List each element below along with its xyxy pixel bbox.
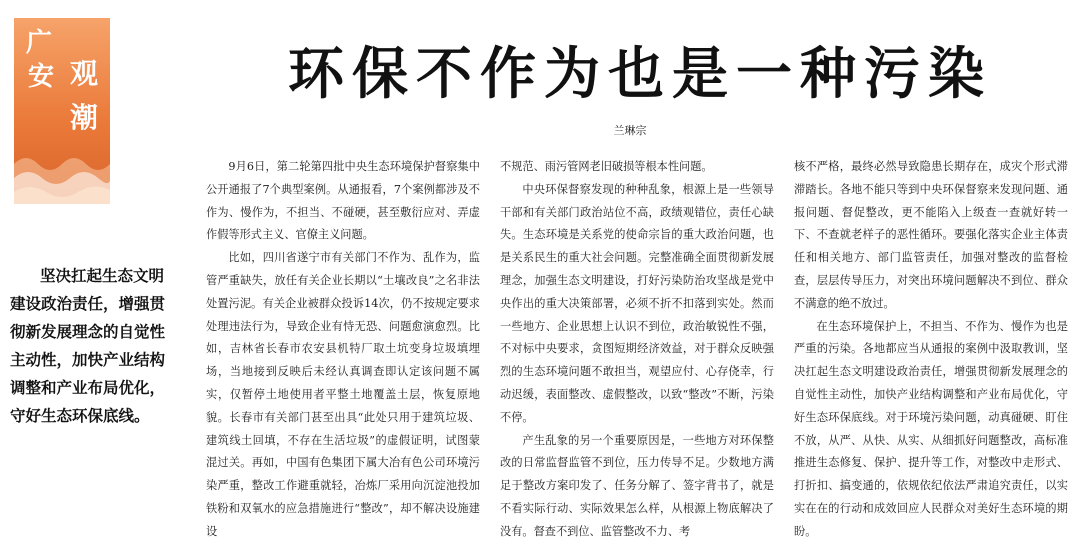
paragraph: 核不严格，最终必然导致隐患长期存在，成灾个形式滞滞踏长。各地不能只等到中央环保督察来发现问题、通报问题、督促整改，更不能陷入上级查一查就好转一下、不查就老样子的恶性循环。要强化落实企业主体责任和相关地方、部门监管责任，加强对整改的监督检查，层层传导压力，对突出环境问题解决不到位、群众不满意的绝不放过。	[794, 160, 1068, 310]
paragraph: 不规范、雨污管网老旧破损等根本性问题。	[500, 160, 713, 173]
article-column-1	[206, 156, 480, 538]
paragraph: 中央环保督察发现的种种乱象，根源上是一些领导干部和有关部门政治站位不高，政绩观错位，责任心缺失。生态环境是关系党的使命宗旨的重大政治问题，也是关系民生的重大社会问题。完整准确全面贯彻新发展理念，加强生态文明建设，打好污染防治攻坚战是党中央作出的重大决策部署，必须不折不扣落到实处。然而一些地方、企业思想上认识不到位，政治敏锐性不强，不对标中央要求，贪图短期经济效益，对于群众反映强烈的生态环境问题不敢担当，观望应付、心存侥幸，行动迟缓，表面整改、虚假整改，以致“整改”不断，污染不停。	[500, 182, 774, 424]
wave-decoration-icon	[14, 134, 110, 204]
logo-char-guan: 观	[70, 57, 99, 90]
article-headline: 环保不作为也是一种污染	[288, 41, 992, 107]
paragraph: 在生态环境保护上，不担当、不作为、慢作为也是严重的污染。各地都应当从通报的案例中汲取教训，坚决扛起生态文明建设政治责任，增强贯彻新发展理念的自觉性主动性，加快产业结构调整和产业布局优化，守好生态环保底线。对于环境污染问题，动真碰硬、盯住不放，从严、从快、从实、从细抓好问题整改，高标准推进生态修复、保护、提升等工作，对整改中走形式、打折扣、搞变通的，依规依纪依法严肃追究责任，以实实在在的行动和成效回应人民群众对美好生态环境的期盼。	[794, 319, 1068, 538]
paragraph: 产生乱象的另一个重要原因是，一些地方对环保整改的日常监督监管不到位，压力传导不足。少数地方满足于整改方案印发了、任务分解了、签字背书了，就是不看实际行动、实际效果怎么样，从根源上物底解决了没有。督查不到位、监管整改不力、考	[500, 433, 774, 538]
article-byline: 兰琳宗	[613, 124, 647, 137]
article-body	[206, 156, 1068, 538]
paragraph: 比如，四川省遂宁市有关部门不作为、乱作为，监管严重缺失，放任有关企业长期以“土壤改良”之名非法处置污泥。有关企业被群众投诉14次，仍不按规定要求处理违法行为，导致企业有恃无恐、问题愈演愈烈。比如，吉林省长春市农安县机特厂取土坑变身垃圾填埋场，当地接到反映后未经认真调查即认定该问题不属实，仅暂停土地使用者平整土地覆盖土层，恢复原地貌。长春市有关部门甚至出具“此处只用于建筑垃圾、建筑线土回填，不存在生活垃圾”的虚假证明，试图蒙混过关。再如，中国有色集团下属大冶有色公司环境污染严重，整改工作避重就轻，冶炼厂采用向沉淀池投加铁粉和双氧水的应急措施进行“整改”，却不解决设施建设	[206, 251, 480, 538]
column-logo	[14, 18, 110, 204]
paragraph: 9月6日，第二轮第四批中央生态环境保护督察集中公开通报了7个典型案例。从通报看，7个案例都涉及不作为、慢作为，不担当、不碰硬，甚至敷衍应对、弄虚作假等形式主义、官僚主义问题。	[206, 160, 480, 242]
logo-char-chao: 潮	[70, 101, 99, 134]
article-summary: 坚决扛起生态文明建设政治责任，增强贯彻新发展理念的自觉性主动性，加快产业结构调整和产业布局优化，守好生态环保底线。	[10, 267, 166, 425]
logo-char-guang: 广	[26, 28, 53, 58]
logo-char-an: 安	[28, 62, 55, 92]
article-column-3	[794, 156, 1068, 538]
article-column-2	[500, 156, 774, 538]
